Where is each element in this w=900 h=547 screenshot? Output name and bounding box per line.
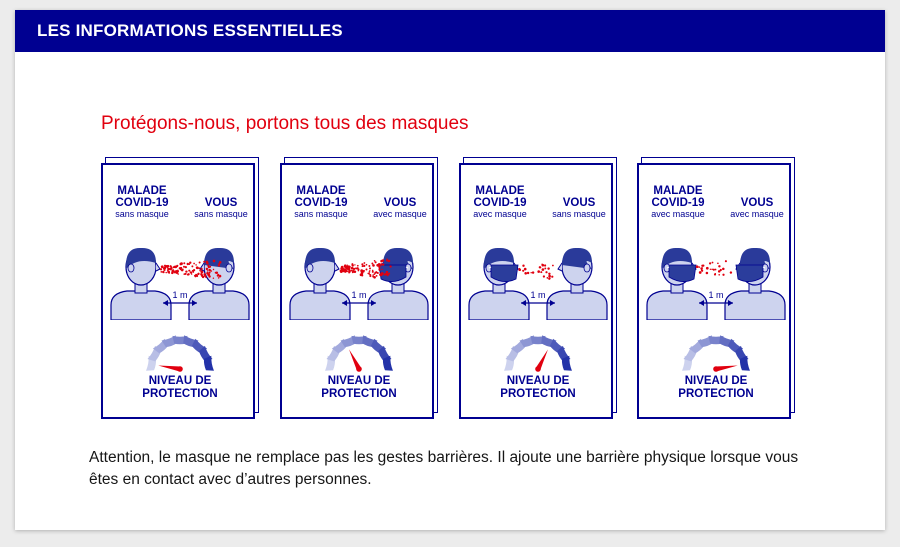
person-vous-icon — [189, 248, 249, 320]
malade-title: MALADE COVID-19 — [115, 185, 169, 209]
gauge-needle — [716, 366, 738, 372]
vous-title: VOUS — [740, 197, 774, 209]
protection-panel — [459, 157, 617, 419]
face-mask-icon — [736, 265, 763, 282]
gauge-needle — [158, 366, 180, 372]
distance-label: 1 m — [172, 290, 188, 300]
malade-label — [286, 185, 356, 220]
distance-label: 1 m — [530, 290, 546, 300]
people-illustration — [639, 235, 793, 320]
vous-label — [549, 197, 609, 220]
malade-title: MALADE COVID-19 — [294, 185, 348, 209]
panel-sheet — [280, 163, 434, 419]
malade-mask-status: avec masque — [651, 209, 705, 219]
vous-mask-status: sans masque — [552, 209, 606, 219]
vous-label — [727, 197, 787, 220]
droplets — [696, 260, 732, 276]
vous-label — [191, 197, 251, 220]
protection-label: NIVEAU DE PROTECTION — [321, 375, 397, 400]
vous-title: VOUS — [383, 197, 417, 209]
person-malade-icon — [111, 248, 171, 320]
protection-gauge — [319, 327, 399, 377]
protection-panel — [280, 157, 438, 419]
vous-mask-status: avec masque — [373, 209, 427, 219]
vous-title: VOUS — [204, 197, 238, 209]
protection-label: NIVEAU DE PROTECTION — [500, 375, 576, 400]
droplets — [518, 263, 553, 279]
people-illustration — [282, 235, 436, 320]
person-malade-icon — [469, 248, 529, 320]
face-mask-icon — [491, 265, 518, 282]
protection-gauge — [498, 327, 578, 377]
subtitle: Protégons-nous, portons tous des masques — [101, 113, 469, 134]
panel-sheet — [101, 163, 255, 419]
protection-label: NIVEAU DE PROTECTION — [142, 375, 218, 400]
face-mask-icon — [669, 265, 696, 282]
malade-mask-status: sans masque — [294, 209, 348, 219]
malade-label — [465, 185, 535, 220]
malade-mask-status: sans masque — [115, 209, 169, 219]
footer-note: Attention, le masque ne remplace pas les gestes barrières. Il ajoute une barrière physique lorsque vous êtes en contact avec d’autres personnes. — [89, 449, 799, 488]
panel-sheet — [459, 163, 613, 419]
malade-label — [107, 185, 177, 220]
people-illustration — [461, 235, 615, 320]
person-malade-icon — [647, 248, 707, 320]
person-malade-icon — [290, 248, 350, 320]
malade-mask-status: avec masque — [473, 209, 527, 219]
protection-panel — [101, 157, 259, 419]
vous-mask-status: avec masque — [730, 209, 784, 219]
vous-mask-status: sans masque — [194, 209, 248, 219]
people-illustration — [103, 235, 257, 320]
person-vous-icon — [368, 248, 428, 320]
vous-title: VOUS — [562, 197, 596, 209]
panel-sheet — [637, 163, 791, 419]
vous-label — [370, 197, 430, 220]
info-card — [15, 10, 885, 530]
protection-gauge — [140, 327, 220, 377]
distance-label: 1 m — [708, 290, 724, 300]
malade-title: MALADE COVID-19 — [651, 185, 705, 209]
distance-label: 1 m — [351, 290, 367, 300]
person-vous-icon — [725, 248, 785, 320]
malade-title: MALADE COVID-19 — [473, 185, 527, 209]
protection-label: NIVEAU DE PROTECTION — [678, 375, 754, 400]
malade-label — [643, 185, 713, 220]
section-banner: LES INFORMATIONS ESSENTIELLES — [15, 10, 885, 52]
protection-gauge — [676, 327, 756, 377]
protection-panel — [637, 157, 795, 419]
person-vous-icon — [547, 248, 607, 320]
